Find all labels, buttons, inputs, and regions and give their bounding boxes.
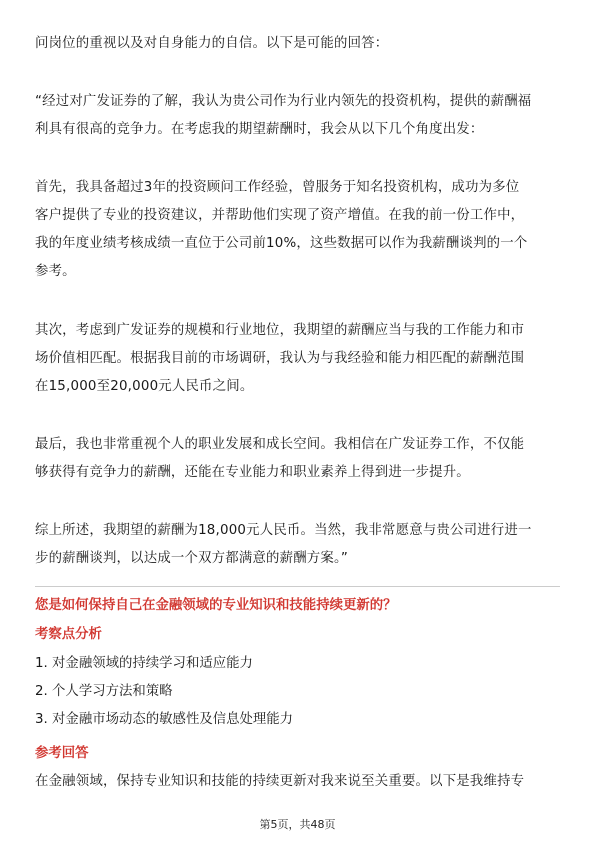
list-item: 3. 对金融市场动态的敏感性及信息处理能力 [35, 712, 294, 727]
text-line: 客户提供了专业的投资建议，并帮助他们实现了资产增值。在我的前一份工作中， [35, 208, 525, 223]
text-line: 够获得有竞争力的薪酬，还能在专业能力和职业素养上得到进一步提升。 [35, 465, 470, 480]
text-line: 在15,000至20,000元人民币之间。 [35, 379, 254, 394]
question-title: 您是如何保持自己在金融领域的专业知识和技能持续更新的？ [35, 598, 397, 613]
analysis-list [35, 650, 293, 734]
text-line: 步的薪酬谈判，以达成一个双方都满意的薪酬方案。” [35, 551, 349, 566]
page-number: 第5页，共48页 [259, 818, 336, 831]
paragraph-second [35, 317, 565, 401]
text-line: 综上所述，我期望的薪酬为18,000元人民币。当然，我非常愿意与贵公司进行进一 [35, 523, 532, 538]
text-line: 其次，考虑到广发证券的规模和行业地位，我期望的薪酬应当与我的工作能力和市 [35, 323, 525, 338]
paragraph-intro [35, 30, 565, 58]
paragraph-last [35, 431, 565, 487]
list-item: 1. 对金融领域的持续学习和适应能力 [35, 656, 253, 671]
paragraph-first [35, 174, 565, 286]
analysis-heading: 考察点分析 [35, 627, 102, 642]
text-line: “经过对广发证券的了解，我认为贵公司作为行业内领先的投资机构，提供的薪酬福 [35, 94, 532, 109]
text-line: 首先，我具备超过3年的投资顾问工作经验，曾服务于知名投资机构，成功为多位 [35, 180, 520, 195]
answer-heading: 参考回答 [35, 746, 89, 761]
text-line: 参考。 [35, 264, 76, 279]
answer-text: 在金融领域，保持专业知识和技能的持续更新对我来说至关重要。以下是我维持专 [35, 774, 525, 789]
section-divider [35, 586, 560, 587]
paragraph-summary [35, 517, 565, 573]
text-line: 场价值相匹配。根据我目前的市场调研，我认为与我经验和能力相匹配的薪酬范围 [35, 351, 525, 366]
paragraph-opening [35, 88, 565, 144]
text-line: 最后，我也非常重视个人的职业发展和成长空间。我相信在广发证券工作，不仅能 [35, 437, 525, 452]
text-line: 问岗位的重视以及对自身能力的自信。以下是可能的回答： [35, 36, 389, 51]
text-line: 我的年度业绩考核成绩一直位于公司前10%，这些数据可以作为我薪酬谈判的一个 [35, 236, 528, 251]
list-item: 2. 个人学习方法和策略 [35, 684, 173, 699]
text-line: 利具有很高的竞争力。在考虑我的期望薪酬时，我会从以下几个角度出发： [35, 122, 484, 137]
